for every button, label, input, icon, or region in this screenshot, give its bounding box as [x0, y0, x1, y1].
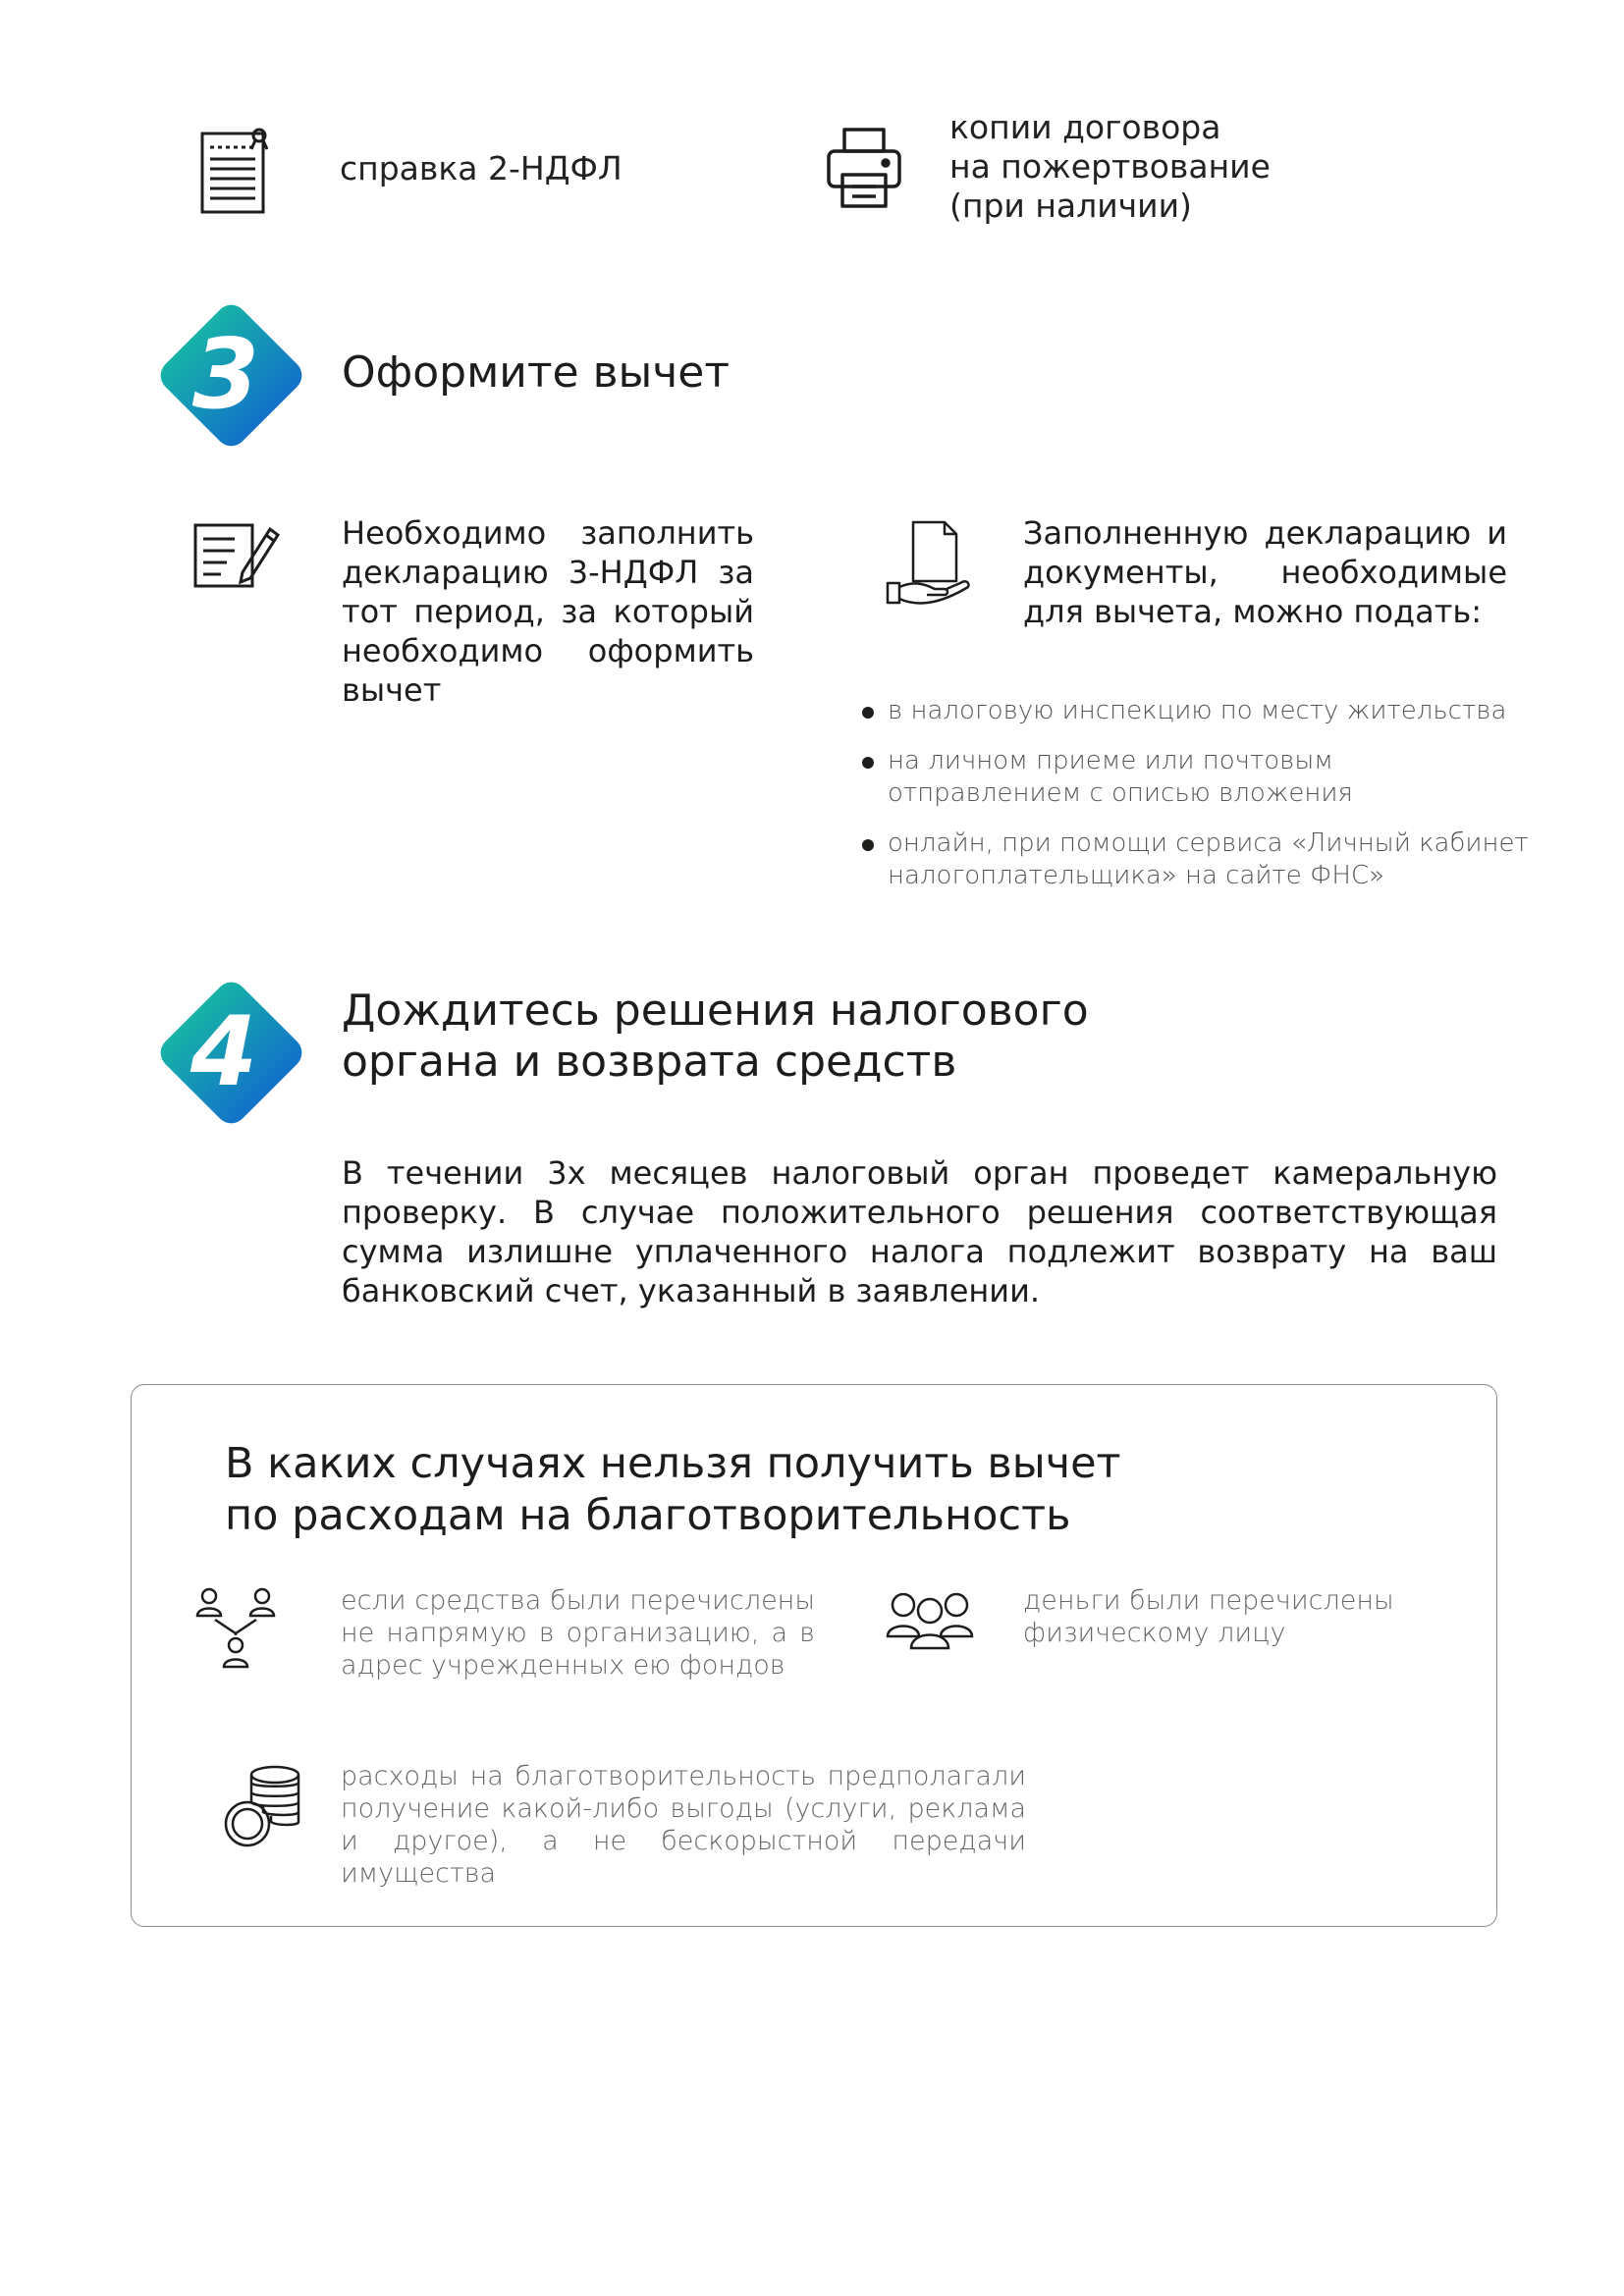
exception-item-individual: деньги были перечислены физическому лицу: [1023, 1585, 1394, 1648]
step-4-badge: [145, 967, 317, 1139]
group-people-icon: [886, 1589, 974, 1650]
step-4-title: Дождитесь решения налогового органа и возврата средств: [342, 986, 1089, 1087]
exception-item-foundations: если средства были перечислены не напрямую в организацию, а в адрес учрежденных ею фондов: [341, 1585, 815, 1681]
document-certificate-icon: [196, 126, 275, 216]
document-label-2ndfl: справка 2-НДФЛ: [340, 149, 623, 187]
printer-icon: [823, 126, 905, 210]
step-4-number: 4: [189, 996, 258, 1108]
step-3-title: Оформите вычет: [342, 347, 730, 398]
step-3-right-text: Заполненную декларацию и документы, необходимые для вычета, можно подать:: [1023, 514, 1507, 630]
list-item: на личном приеме или почтовым отправлением с описью вложения: [862, 745, 1408, 810]
exceptions-title: В каких случаях нельзя получить вычет по расходам на благотворительность: [225, 1439, 1121, 1540]
coins-stack-icon: [222, 1763, 304, 1851]
exceptions-box: [131, 1384, 1497, 1927]
step-4-text: В течении 3х месяцев налоговый орган проведет камеральную проверку. В случае положительного решения соответствующая сумма излишне уплаченного налога подлежит возврату на ваш банковский счет, указанный в заявлении.: [342, 1154, 1497, 1309]
edit-document-icon: [191, 515, 282, 590]
list-item: в налоговую инспекцию по месту жительства: [862, 695, 1530, 727]
step-3-left-text: Необходимо заполнить декларацию 3-НДФЛ за тот период, за который необходимо оформить вычет: [342, 514, 754, 709]
document-label-donation-contract: копии договора на пожертвование (при наличии): [949, 108, 1271, 225]
exception-item-benefit: расходы на благотворительность предполагали получение какой-либо выгоды (услуги, реклама и другое), а не бескорыстной передачи имущества: [341, 1761, 1026, 1889]
step-3-number: 3: [191, 319, 260, 431]
network-people-icon: [195, 1586, 276, 1677]
hand-document-icon: [884, 518, 974, 609]
submission-options-list: [862, 695, 1530, 910]
step-3-badge: [145, 290, 317, 461]
list-item: онлайн, при помощи сервиса «Личный кабинет налогоплательщика» на сайте ФНС»: [862, 828, 1555, 892]
